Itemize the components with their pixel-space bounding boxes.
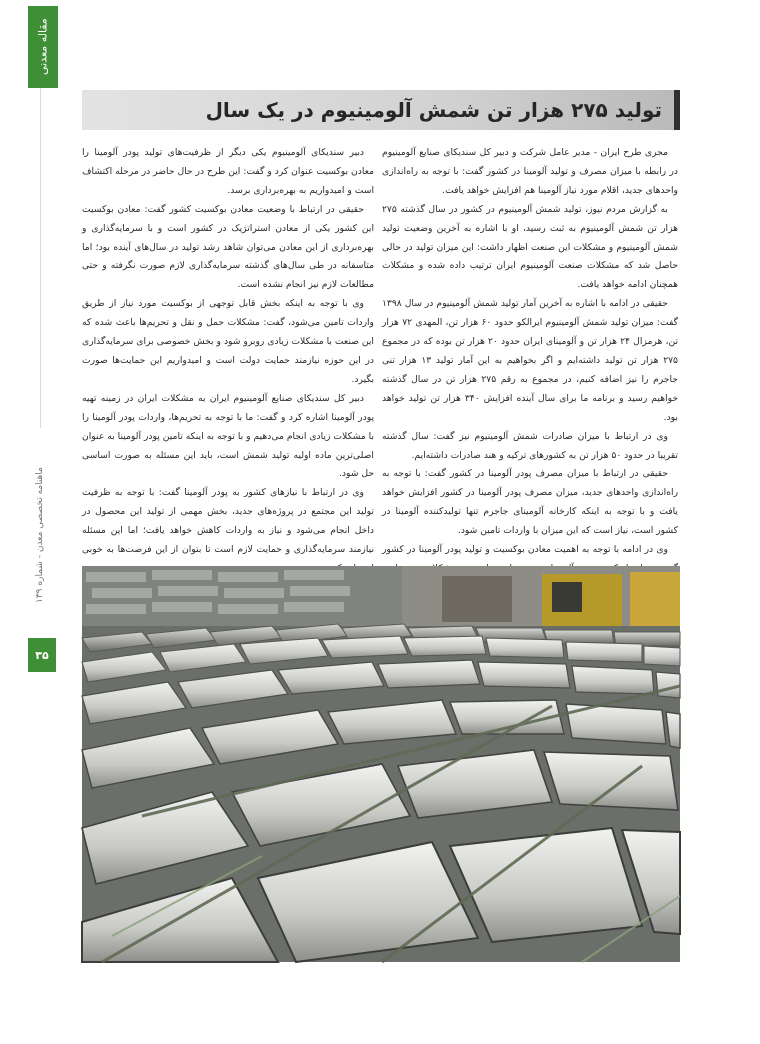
title-bar [82,90,680,130]
title-accent [674,90,680,130]
issue-info: ماهنامه تخصصی معدن - شماره ۱۳۹ [35,467,45,603]
paragraph: وی در ارتباط با میزان صادرات شمش آلومینیوم نیز گفت: سال گذشته تقریبا در حدود ۵۰ هزار تن به کشورهای ترکیه و هند صادرات داشته‌ایم. [382,430,678,461]
article-column-right [382,144,679,556]
article-column-left [82,144,374,556]
paragraph: مجری طرح ایران - مدیر عامل شرکت و دبیر کل سندیکای صنایع آلومینیوم در رابطه با میزان مصرف و تولید آلومینا در کشور گفت: با توجه به راه‌اندازی واحدهای جدید، اقلام مورد نیاز آلومینا هم افزایش خواهد یافت. [382,147,678,196]
section-tab [28,6,58,88]
paragraph: به گزارش مردم نیوز، تولید شمش آلومینیوم در کشور در سال گذشته ۲۷۵ هزار تن شمش آلومینیوم به ثبت رسید، او با اشاره به آخرین وضعیت تولید شمش آلومینیوم و مشکلات این صنعت اظهار داشت: این میزان تولید در حالی حاصل شد که مشکلات صنعت آلومینیوم ایران ترتیب داده شده و مشکلات همچنان ادامه خواهد یافت. [382,203,678,291]
ingots-illustration [82,566,680,962]
paragraph: وی با توجه به اینکه بخش قابل توجهی از بوکسیت مورد نیاز از طریق واردات تامین می‌شود، گفت: مشکلات حمل و نقل و تحریم‌ها باعث شده که این صنعت با مشکلات زیادی روبرو شود و بخش خصوصی برای سرمایه‌گذاری در این حوزه نیازمند حمایت دولت است و امیدواریم این حمایت‌ها صورت بگیرد. [82,298,374,385]
paragraph: وی در ادامه با توجه به اهمیت معادن بوکسیت و تولید پودر آلومینا در کشور [382,544,668,556]
paragraph: دبیر سندیکای آلومینیوم یکی دیگر از ظرفیت‌های تولید پودر آلومینا را معادن بوکسیت عنوان کرد و گفت: این طرح در حال حاضر در مرحله اکتشاف است و امیدواریم به بهره‌برداری برسد. [82,147,374,196]
page-number: ۳۵ [28,638,56,672]
side-divider [40,88,41,428]
paragraph: حقیقی در ارتباط با میزان مصرف پودر آلومینا در کشور گفت: با توجه به راه‌اندازی واحدهای جدید، میزان مصرف پودر آلومینا در کشور افزایش خواهد یافت و با توجه به اینکه کارخانه آلومینای جاجرم تنها تولیدکننده آلومینا در کشور است، نیاز است که این میزان با واردات تامین شود. [382,468,678,537]
article-title: تولید ۲۷۵ هزار تن شمش آلومینیوم در یک سال [205,98,662,122]
paragraph: وی در ارتباط با نیازهای کشور به پودر آلومینا گفت: با توجه به ظرفیت تولید این مجتمع در پروژه‌های جدید، بخش مهمی از تولید این محصول در داخل انجام می‌شود و نیاز به واردات کاهش خواهد یافت؛ اما این مسئله نیازمند سرمایه‌گذاری و حمایت لازم است تا بتوان از این فرصت‌ها به خوبی [82,487,374,556]
section-tab-label: مقاله معدنی [36,18,50,76]
paragraph: حقیقی در ادامه با اشاره به آخرین آمار تولید شمش آلومینیوم در سال ۱۳۹۸ گفت: میزان تولید شمش آلومینیوم ایرالکو حدود ۶۰ هزار تن، المهدی ۷۲ هزار تن، هرمزال ۲۴ هزار تن و آلومینای ایران حدود ۲۰ هزار تن بوده که در مجموع ۲۷۵ هزار تن تولید داشته‌ایم و اگر بخواهیم به این آمار تولید ۱۳ هزار تنی جاجرم را نیز اضافه کنیم، در مجموع به رقم ۲۷۵ هزار تن در سال گذشته خواهیم رسید و برنامه ما برای سال آینده افزایش ۳۴۰ هزار تن تولید خواهد بود. [382,298,679,423]
paragraph: دبیر کل سندیکای صنایع آلومینیوم ایران به مشکلات ایران در زمینه تهیه پودر آلومینا اشاره کرد و گفت: ما با توجه به تحریم‌ها، واردات پودر آلومینا را با مشکلات زیادی انجام می‌دهیم و با توجه به اینکه تامین پودر آلومینا به عنوان اصلی‌ترین ماده اولیه تولید شمش است، باید این مسئله به صورت اساسی حل شود. [82,392,374,480]
paragraph: حقیقی در ارتباط با وضعیت معادن بوکسیت کشور گفت: معادن بوکسیت این کشور یکی از معادن استراتژیک در کشور است و با سرمایه‌گذاری و بهره‌برداری از این معادن می‌توان شاهد رشد تولید در سال‌های آینده بود؛ اما متاسفانه در طی سال‌های گذشته سرمایه‌گذاری لازم صورت نگرفته و حتی مطالعات لازم نیز انجام نشده است. [82,203,374,291]
aluminium-ingots-photo [82,566,680,962]
